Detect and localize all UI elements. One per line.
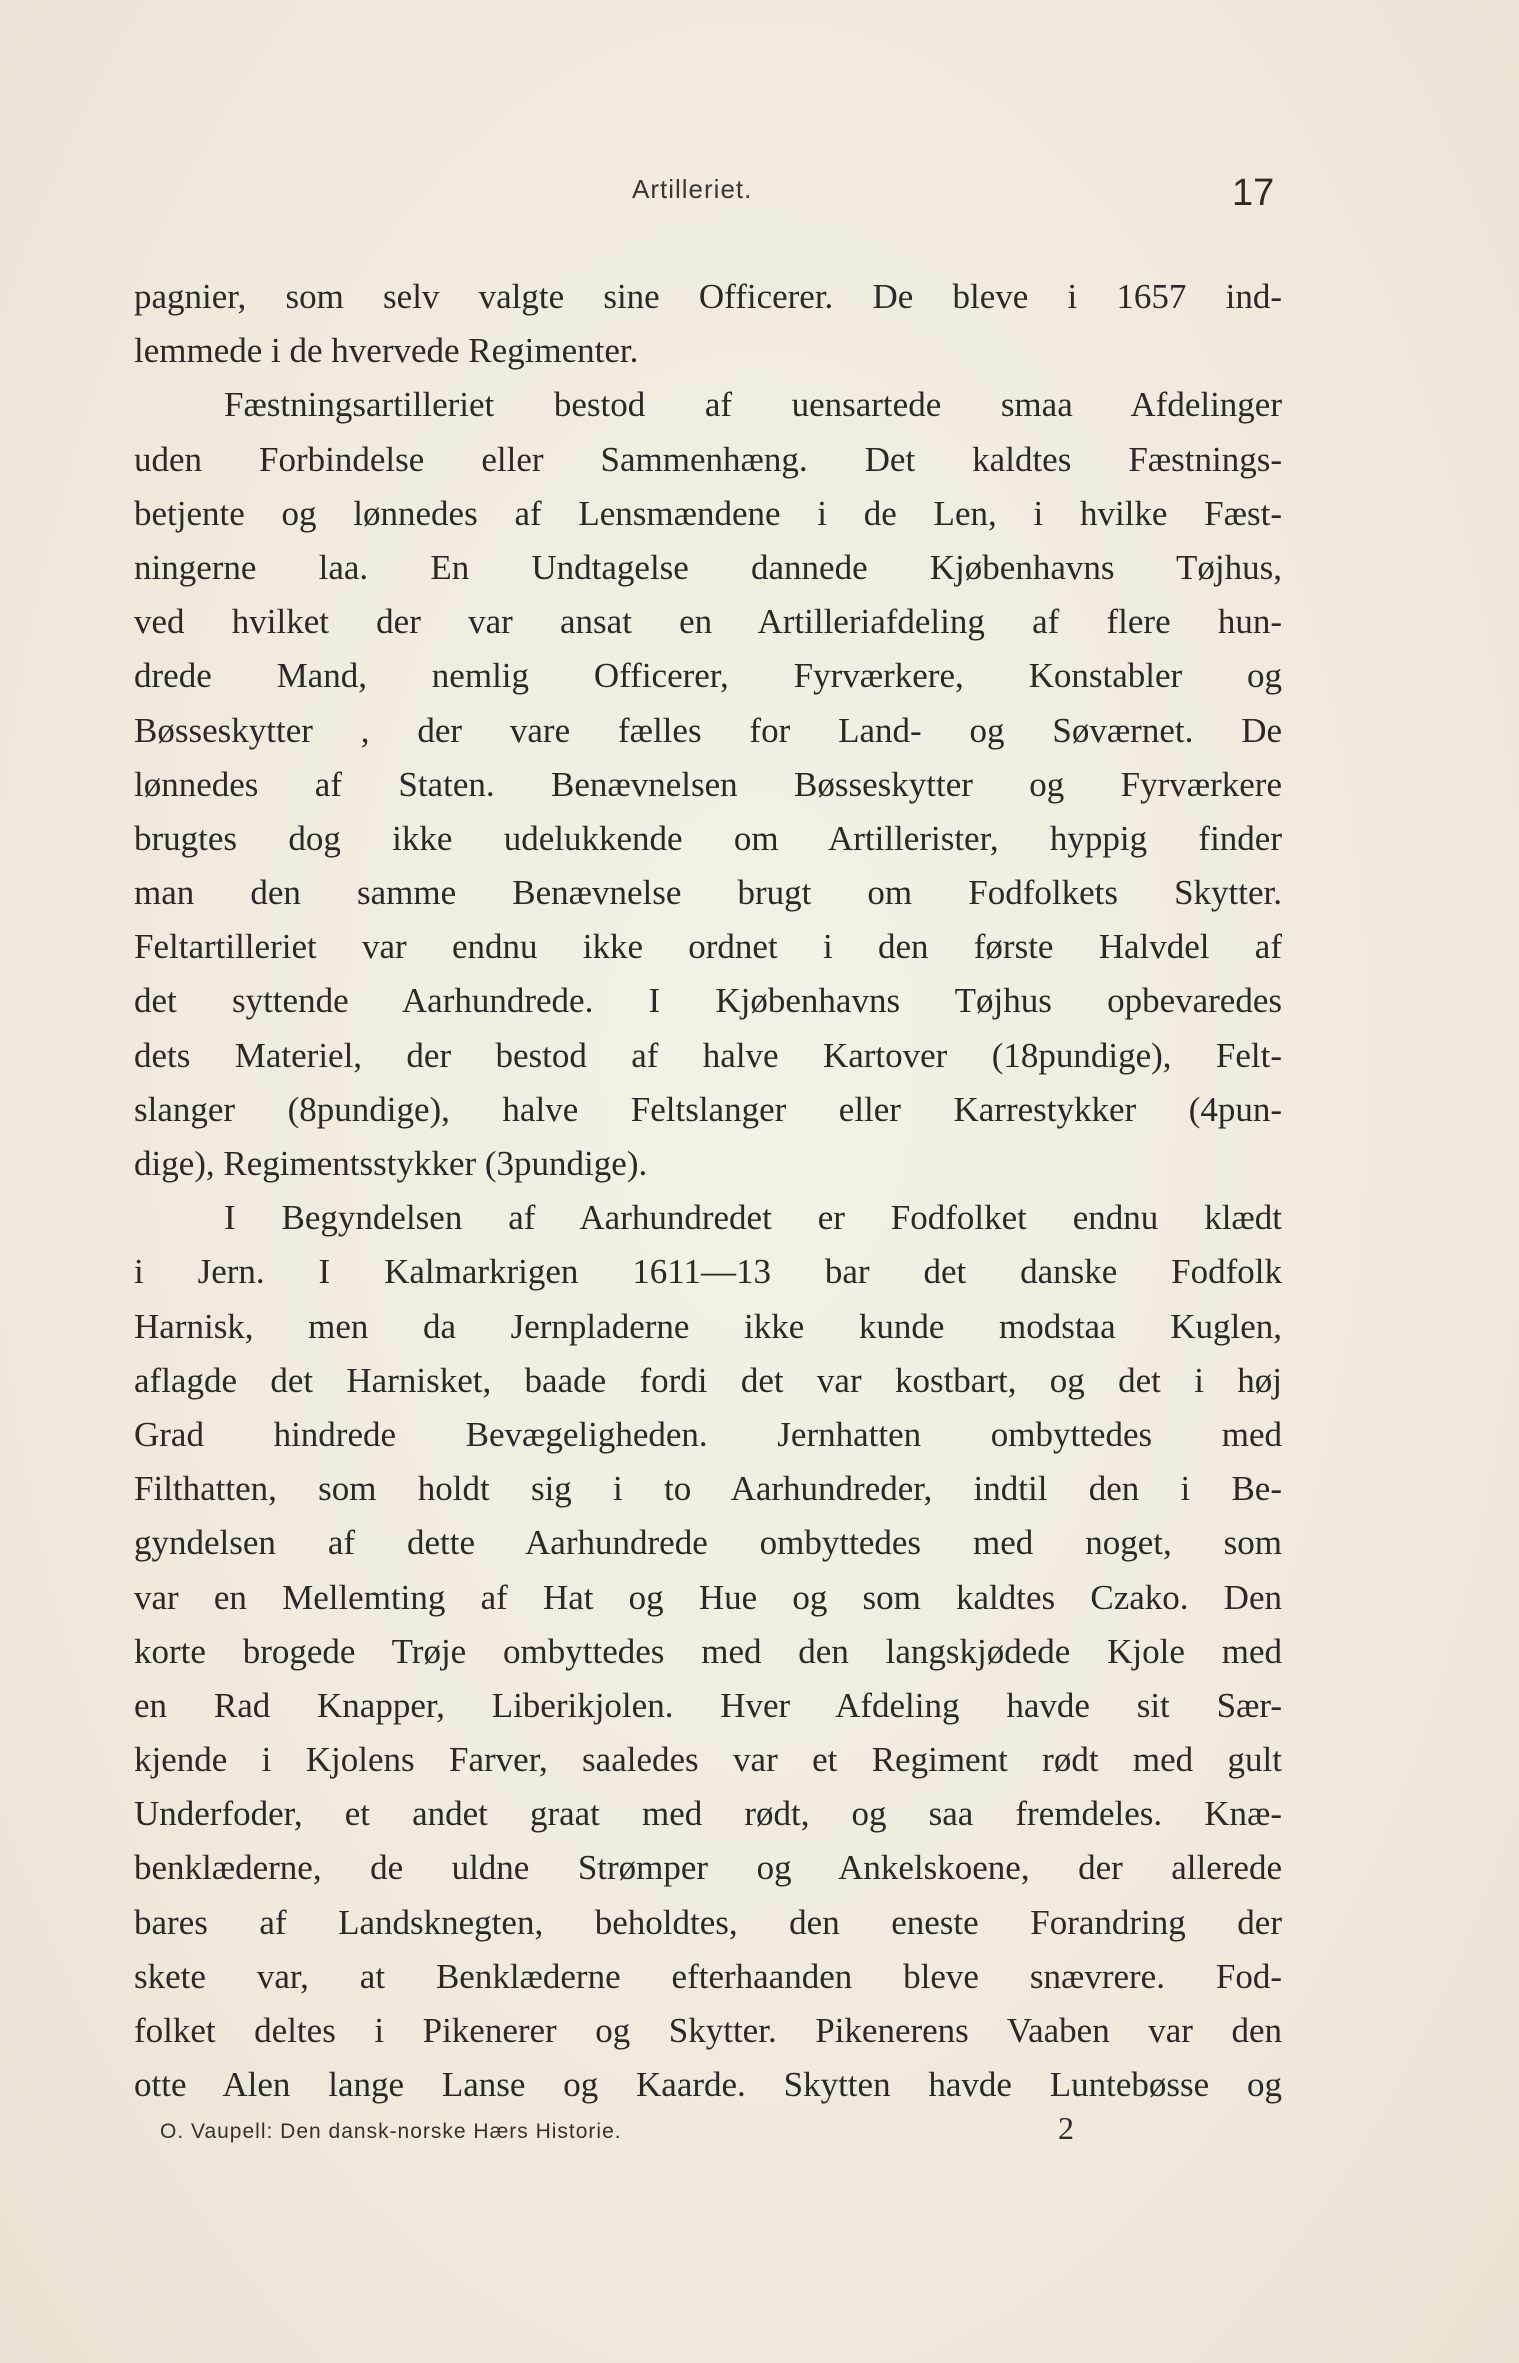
text-line: benklæderne, de uldne Strømper og Ankelskoene, der allerede bbox=[134, 1848, 1282, 1888]
text-line: uden Forbindelse eller Sammenhæng. Det kaldtes Fæstnings- bbox=[134, 439, 1282, 479]
text-line: Fæstningsartilleriet bestod af uensartede smaa Afdelinger bbox=[224, 385, 1282, 425]
text-line: pagnier, som selv valgte sine Officerer. De bleve i 1657 ind- bbox=[134, 277, 1282, 316]
text-line: Grad hindrede Bevægeligheden. Jernhatten ombyttedes med bbox=[134, 1414, 1282, 1454]
running-head bbox=[0, 172, 1519, 212]
text-line: Bøsseskytter , der vare fælles for Land- og Søværnet. De bbox=[134, 710, 1282, 750]
text-line: aflagde det Harnisket, baade fordi det var kostbart, og det i høj bbox=[134, 1360, 1282, 1400]
text-line: man den samme Benævnelse brugt om Fodfolkets Skytter. bbox=[134, 873, 1282, 913]
text-line: folket deltes i Pikenerer og Skytter. Pikenerens Vaaben var den bbox=[134, 2011, 1282, 2050]
text-line: gyndelsen af dette Aarhundrede ombyttedes med noget, som bbox=[134, 1523, 1282, 1563]
printer-signature: O. Vaupell: Den dansk-norske Hærs Historie. bbox=[160, 2120, 622, 2143]
text-line: otte Alen lange Lanse og Kaarde. Skytten havde Luntebøsse og bbox=[134, 2065, 1282, 2105]
text-line: dige), Regimentsstykker (3pundige). bbox=[134, 1144, 648, 1183]
text-line: i Jern. I Kalmarkrigen 1611—13 bar det danske Fodfolk bbox=[134, 1252, 1282, 1292]
text-line: bares af Landsknegten, beholdtes, den eneste Forandring der bbox=[134, 1902, 1282, 1942]
text-line: en Rad Knapper, Liberikjolen. Hver Afdeling havde sit Sær- bbox=[134, 1685, 1282, 1725]
text-line: dets Materiel, der bestod af halve Kartover (18pundige), Felt- bbox=[134, 1035, 1282, 1075]
text-line: kjende i Kjolens Farver, saaledes var et Regiment rødt med gult bbox=[134, 1740, 1282, 1780]
text-line: ved hvilket der var ansat en Artilleriafdeling af flere hun- bbox=[134, 602, 1282, 642]
text-line: drede Mand, nemlig Officerer, Fyrværkere, Konstabler og bbox=[134, 656, 1282, 696]
text-line: lønnedes af Staten. Benævnelsen Bøsseskytter og Fyrværkere bbox=[134, 764, 1282, 804]
text-line: Harnisk, men da Jernpladerne ikke kunde modstaa Kuglen, bbox=[134, 1306, 1282, 1346]
text-line: det syttende Aarhundrede. I Kjøbenhavns Tøjhus opbevaredes bbox=[134, 981, 1282, 1021]
sheet-number: 2 bbox=[1058, 2110, 1074, 2146]
body-text bbox=[134, 270, 1282, 2112]
text-line: brugtes dog ikke udelukkende om Artillerister, hyppig finder bbox=[134, 818, 1282, 858]
text-line: korte brogede Trøje ombyttedes med den langskjødede Kjole med bbox=[134, 1631, 1282, 1671]
text-line: ningerne laa. En Undtagelse dannede Kjøbenhavns Tøjhus, bbox=[134, 547, 1282, 587]
text-line: I Begyndelsen af Aarhundredet er Fodfolket endnu klædt bbox=[224, 1198, 1282, 1238]
page-footer bbox=[0, 2110, 1519, 2150]
running-head-title: Artilleriet. bbox=[632, 174, 753, 204]
text-line: Feltartilleriet var endnu ikke ordnet i den første Halvdel af bbox=[134, 927, 1282, 967]
text-line: betjente og lønnedes af Lensmændene i de Len, i hvilke Fæst- bbox=[134, 493, 1282, 533]
text-line: slanger (8pundige), halve Feltslanger eller Karrestykker (4pun- bbox=[134, 1089, 1282, 1129]
text-line: Filthatten, som holdt sig i to Aarhundreder, indtil den i Be- bbox=[134, 1469, 1282, 1509]
text-line: var en Mellemting af Hat og Hue og som kaldtes Czako. Den bbox=[134, 1577, 1282, 1617]
text-line: skete var, at Benklæderne efterhaanden bleve snævrere. Fod- bbox=[134, 1956, 1282, 1996]
text-line: Underfoder, et andet graat med rødt, og saa fremdeles. Knæ- bbox=[134, 1794, 1282, 1834]
text-line: lemmede i de hvervede Regimenter. bbox=[134, 331, 639, 371]
page-number: 17 bbox=[1232, 172, 1275, 214]
